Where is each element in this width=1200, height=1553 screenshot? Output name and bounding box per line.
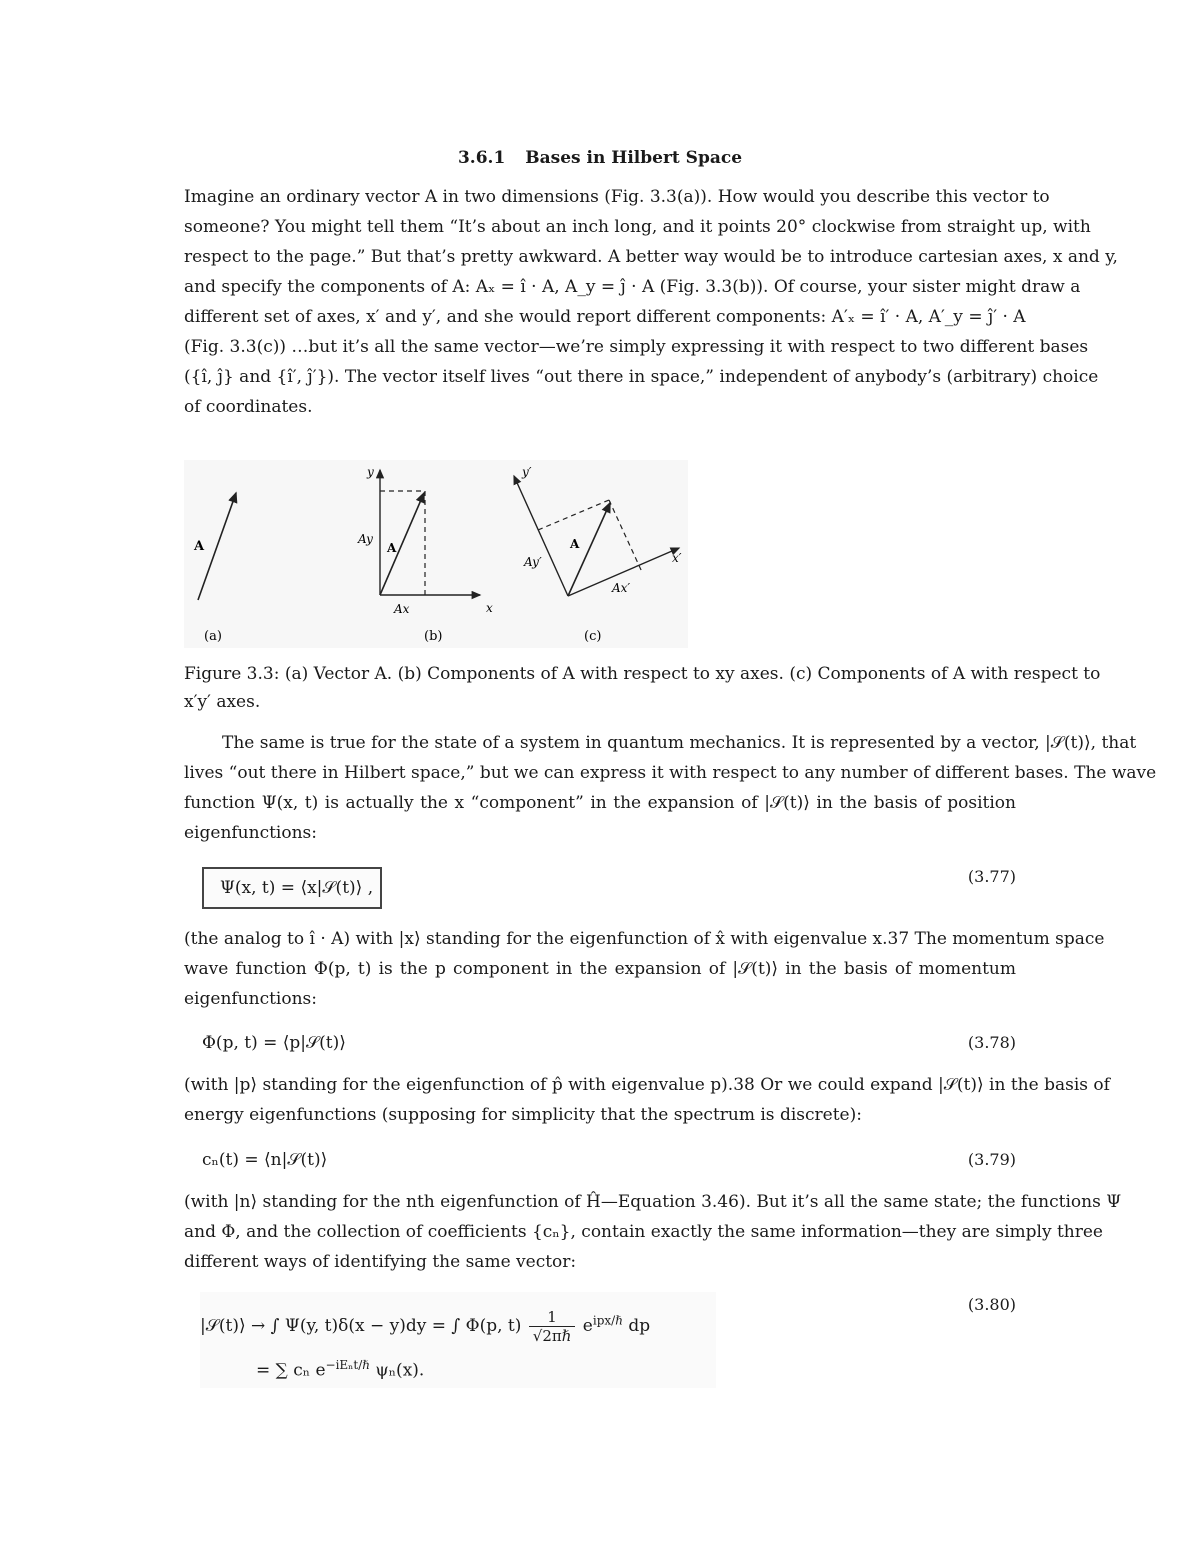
text-line: energy eigenfunctions (supposing for simplicity that the spectrum is discrete): <box>184 1105 862 1125</box>
fraction-denominator: √2πℏ <box>532 1327 572 1345</box>
section-title: Bases in Hilbert Space <box>525 148 743 168</box>
panel-label-b: (b) <box>424 629 443 644</box>
equation-3-78: Φ(p, t) = ⟨p|𝒮(t)⟩ <box>202 1033 346 1053</box>
projection-dash <box>609 500 642 572</box>
equation-3-80-line-2 <box>256 1358 424 1381</box>
equation-number: (3.79) <box>967 1150 1016 1169</box>
component-label-y-prime: Ay′ <box>524 555 542 569</box>
component-label-y: Ay <box>358 532 373 546</box>
vector-label: A <box>387 541 397 555</box>
figure-3-3 <box>184 460 688 648</box>
equation-3-79: cₙ(t) = ⟨n|𝒮(t)⟩ <box>202 1150 328 1170</box>
equation-3-77: Ψ(x, t) = ⟨x|𝒮(t)⟩ , <box>220 878 374 898</box>
component-label-x-prime: Ax′ <box>612 581 631 595</box>
panel-label-a: (a) <box>204 629 222 644</box>
text-line: eigenfunctions: <box>184 823 318 843</box>
vector-label: A <box>570 537 580 551</box>
equation-number: (3.78) <box>967 1033 1016 1052</box>
axis-label-x-prime: x′ <box>672 551 682 565</box>
section-heading <box>0 148 1200 168</box>
text-line: function Ψ(x, t) is actually the x “component” in the expansion of |𝒮(t)⟩ in the basis of position <box>184 793 1016 813</box>
text-line: someone? You might tell them “It’s about an inch long, and it points 20° clockwise from straight up, with <box>184 217 1091 237</box>
axis-label-x: x <box>486 601 493 615</box>
eq-part: e <box>582 1316 593 1336</box>
fraction-numerator: 1 <box>529 1308 576 1327</box>
text-line: and Φ, and the collection of coefficients {cₙ}, contain exactly the same information—they are simply three <box>184 1222 1103 1242</box>
equation-number: (3.77) <box>967 867 1016 886</box>
caption-line: x′y′ axes. <box>184 692 261 712</box>
text-line: different set of axes, x′ and y′, and she would report different components: A′ₓ = î′ · A, A′_y = ĵ′ · A <box>184 307 1026 327</box>
vector-label: A <box>194 539 205 554</box>
eq-part: = ∑ cₙ e <box>256 1360 326 1381</box>
eq-part: ψₙ(x). <box>375 1360 425 1381</box>
equation-number: (3.80) <box>967 1295 1016 1314</box>
y-prime-axis <box>514 476 568 596</box>
equation-3-77-box <box>202 867 382 909</box>
eq-part: dp <box>628 1316 651 1336</box>
text-line: respect to the page.” But that’s pretty awkward. A better way would be to introduce cartesian axes, x and y, <box>184 247 1118 267</box>
text-line: (with |p⟩ standing for the eigenfunction of p̂ with eigenvalue p).38 Or we could expand |𝒮(t)⟩ in the basis of <box>184 1075 1110 1095</box>
projection-dash <box>538 500 609 530</box>
text-line: and specify the components of A: Aₓ = î · A, A_y = ĵ · A (Fig. 3.3(b)). Of course, your sister might draw a <box>184 277 1081 297</box>
fraction <box>529 1308 576 1345</box>
caption-line: Figure 3.3: (a) Vector A. (b) Components of A with respect to xy axes. (c) Components of A with respect to <box>184 664 1101 684</box>
figure-drawing <box>184 460 688 648</box>
figure-caption <box>184 660 1101 716</box>
text-line: ({î, ĵ} and {î′, ĵ′}). The vector itself lives “out there in space,” independent of anybody’s (arbitrary) choice <box>184 367 1099 387</box>
eq-exponent: −iEₙt/ℏ <box>325 1358 370 1372</box>
text-line: of coordinates. <box>184 397 313 417</box>
equation-3-80-line-1 <box>200 1308 650 1345</box>
text-line: (Fig. 3.3(c)) …but it’s all the same vector—we’re simply expressing it with respect to two different bases <box>184 337 1089 357</box>
text-line: The same is true for the state of a system in quantum mechanics. It is represented by a vector, |𝒮(t)⟩, that <box>222 733 1137 753</box>
eq-part: |𝒮(t)⟩ → ∫ Ψ(y, t)δ(x − y)dy = ∫ Φ(p, t) <box>200 1316 522 1336</box>
panel-label-c: (c) <box>584 629 602 644</box>
axis-label-y-prime: y′ <box>522 465 532 479</box>
text-line: eigenfunctions: <box>184 989 318 1009</box>
text-line: different ways of identifying the same vector: <box>184 1252 577 1272</box>
equation-3-80 <box>200 1292 716 1388</box>
text-line: wave function Φ(p, t) is the p component in the expansion of |𝒮(t)⟩ in the basis of momentum <box>184 959 1016 979</box>
text-line: (with |n⟩ standing for the nth eigenfunction of Ĥ—Equation 3.46). But it’s all the same state; the functions Ψ <box>184 1192 1122 1212</box>
text-line: Imagine an ordinary vector A in two dimensions (Fig. 3.3(a)). How would you describe this vector to <box>184 187 1050 207</box>
eq-exponent: ipx/ℏ <box>592 1313 623 1328</box>
section-number: 3.6.1 <box>457 148 506 168</box>
text-line: lives “out there in Hilbert space,” but we can express it with respect to any number of different bases. The wave <box>184 763 1157 783</box>
axis-label-y: y <box>367 465 374 479</box>
text-line: (the analog to î · A) with |x⟩ standing for the eigenfunction of x̂ with eigenvalue x.37 The momentum space <box>184 929 1105 949</box>
component-label-x: Ax <box>394 602 410 616</box>
